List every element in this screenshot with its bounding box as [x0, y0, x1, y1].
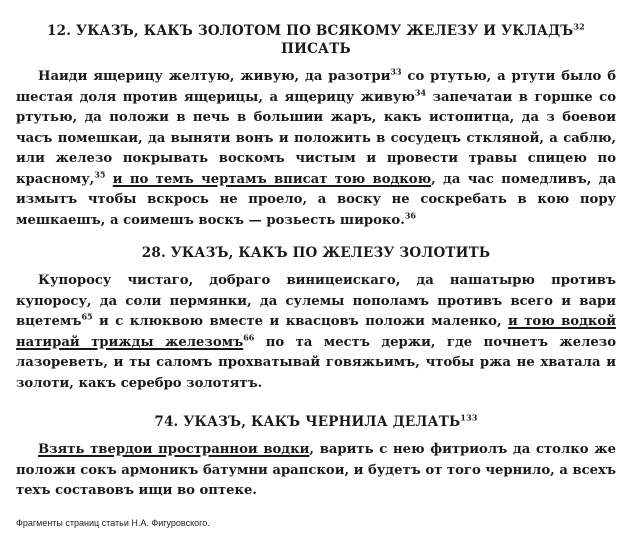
underlined-phrase: Взять твердои пространнои водки — [38, 442, 310, 457]
footnote-ref: 34 — [414, 87, 427, 98]
section-12 — [16, 22, 616, 231]
section-body — [16, 67, 616, 231]
underlined-phrase: и по темъ чертамъ вписат тою водкою — [112, 171, 432, 187]
footnote-ref: 66 — [243, 332, 255, 343]
paragraph: Взять твердои пространнои водки, варить с нею фитриолъ да столко же положи сокъ армоникъ батумни арапскои, и будетъ от того чернило, а всехъ техъ составовъ ищи во оптеке. — [16, 442, 617, 498]
footnote-ref: 36 — [404, 210, 416, 221]
section-heading: 12. УКАЗЪ, КАКЪ ЗОЛОТОМ ПО ВСЯКОМУ ЖЕЛЕЗУ И УКЛАДЪ$^{32}$ ПИСАТЬ — [47, 21, 585, 57]
underlined-phrase: и тою водкой натирай трижды железомъ — [16, 314, 616, 350]
figure-caption: Фрагменты страниц статьи Н.А. Фигуровского. — [16, 518, 210, 528]
section-heading: 28. УКАЗЪ, КАКЪ ПО ЖЕЛЕЗУ ЗОЛОТИТЬ — [141, 245, 491, 261]
footnote-ref: 32 — [573, 21, 585, 32]
section-body — [16, 271, 616, 394]
footnote-ref: 35 — [94, 169, 106, 180]
footnote-ref: 33 — [390, 66, 402, 77]
section-28 — [16, 244, 616, 394]
footnote-ref: 65 — [81, 311, 93, 322]
section-body — [16, 440, 616, 502]
section-74 — [16, 413, 616, 502]
paragraph: Купоросу чистаго, добраго виницеискаго, да нашатырю противъ купоросу, да соли пермянки, да сулемы пополамъ противъ всего и вари вцетемъ$^{65}$ и с клюквою вместе и квасцовъ положи маленко, и тою водкой натирай трижды железомъ$^{66}$ по та местъ держи, где почнетъ железо лазореветь, и ты саломъ прохватывай говяжьимъ, чтобы ржа не хватала и золоти, какъ серебро золотятъ. — [16, 273, 616, 391]
section-heading: 74. УКАЗЪ, КАКЪ ЧЕРНИЛА ДЕЛАТЬ$^{133}$ — [154, 412, 478, 430]
footnote-ref: 133 — [460, 412, 478, 423]
paragraph: Наиди ящерицу желтую, живую, да разотри$^{33}$ со ртутью, а ртути было б шестая доля против ящерицы, а ящерицу живую$^{34}$ запечатаи в горшке со ртутью, да положи в печь в большии жаръ, какъ истопитца, да з боевои часъ помешкаи, да выняти вонъ и положить в сосудецъ сткляной, а саблю, или железо покрывать воскомъ чистым и провести травы спицею по красному,$^{35}$ и по темъ чертамъ вписат тою водкою, да час помедливъ, да измытъ чтобы вскрось не проело, а воску не соскребать в кою пору мешкаешъ, а соимешъ воскъ — розьесть широко.$^{36}$ — [16, 66, 616, 228]
